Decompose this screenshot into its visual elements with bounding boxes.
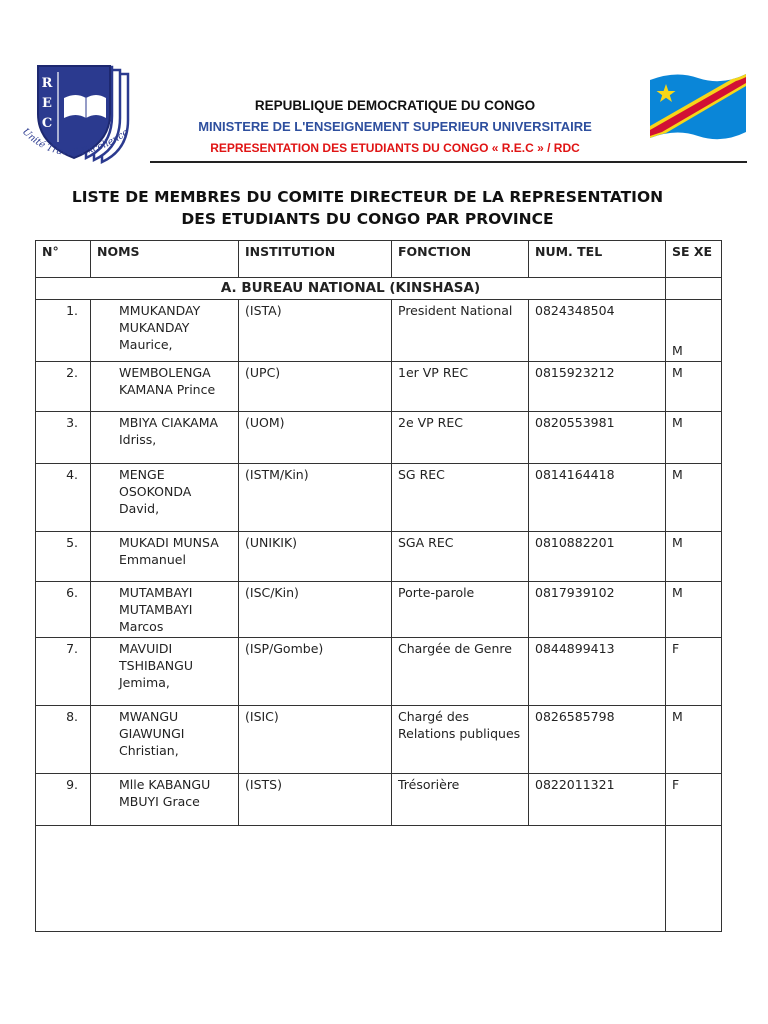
row-sex: F <box>666 774 722 826</box>
logo-letter-e: E <box>42 96 52 111</box>
row-function: Trésorière <box>392 774 529 826</box>
table-row <box>36 300 722 362</box>
row-institution: (ISTA) <box>239 300 392 362</box>
document-title-line-2: DES ETUDIANTS DU CONGO PAR PROVINCE <box>181 210 554 228</box>
header-country: REPUBLIQUE DEMOCRATIQUE DU CONGO <box>254 98 536 113</box>
table-header-row <box>36 241 722 278</box>
drc-flag-icon <box>648 70 748 142</box>
row-phone: 0844899413 <box>529 638 666 706</box>
row-function: Chargée de Genre <box>392 638 529 706</box>
row-name: MENGE OSOKONDA David, <box>91 464 239 532</box>
row-sex: M <box>666 412 722 464</box>
row-num: 5. <box>36 532 91 582</box>
table-row <box>36 774 722 826</box>
header-organization: REPRESENTATION DES ETUDIANTS DU CONGO « R.E.C » / RDC <box>210 141 580 155</box>
document-header <box>0 0 768 165</box>
row-num: 3. <box>36 412 91 464</box>
row-function: Chargé des Relations publiques <box>392 706 529 774</box>
row-name: WEMBOLENGA KAMANA Prince <box>91 362 239 412</box>
logo-letter-r: R <box>41 76 53 91</box>
row-num: 6. <box>36 582 91 638</box>
row-phone: 0826585798 <box>529 706 666 774</box>
row-num: 9. <box>36 774 91 826</box>
document-title-line-1: LISTE DE MEMBRES DU COMITE DIRECTEUR DE LA REPRESENTATION <box>71 188 664 206</box>
empty-row <box>36 826 722 932</box>
row-phone: 0822011321 <box>529 774 666 826</box>
row-function: 1er VP REC <box>392 362 529 412</box>
row-name: MUTAMBAYI MUTAMBAYI Marcos <box>91 582 239 638</box>
row-name: Mlle KABANGU MBUYI Grace <box>91 774 239 826</box>
row-phone: 0824348504 <box>529 300 666 362</box>
row-phone: 0815923212 <box>529 362 666 412</box>
row-num: 1. <box>36 300 91 362</box>
row-num: 8. <box>36 706 91 774</box>
row-function: Porte-parole <box>392 582 529 638</box>
col-header-institution: INSTITUTION <box>239 241 392 278</box>
row-sex: M <box>666 300 722 362</box>
section-empty-cell <box>666 278 722 300</box>
row-institution: (UOM) <box>239 412 392 464</box>
table-row <box>36 362 722 412</box>
row-phone: 0814164418 <box>529 464 666 532</box>
row-institution: (ISTS) <box>239 774 392 826</box>
header-rule <box>150 161 747 163</box>
col-header-function: FONCTION <box>392 241 529 278</box>
col-header-num: N° <box>36 241 91 278</box>
row-institution: (ISP/Gombe) <box>239 638 392 706</box>
table-row <box>36 582 722 638</box>
section-title: A. BUREAU NATIONAL (KINSHASA) <box>36 278 666 300</box>
row-institution: (UPC) <box>239 362 392 412</box>
row-institution: (UNIKIK) <box>239 532 392 582</box>
row-function: SGA REC <box>392 532 529 582</box>
row-sex: M <box>666 582 722 638</box>
row-institution: (ISC/Kin) <box>239 582 392 638</box>
logo-letter-c: C <box>41 116 53 131</box>
row-name: MWANGU GIAWUNGI Christian, <box>91 706 239 774</box>
logo-motto: Unité Travail Excellence <box>19 126 131 159</box>
row-institution: (ISIC) <box>239 706 392 774</box>
row-sex: M <box>666 362 722 412</box>
col-header-phone: NUM. TEL <box>529 241 666 278</box>
table-row <box>36 464 722 532</box>
row-sex: M <box>666 706 722 774</box>
members-table <box>35 240 722 932</box>
empty-cell-sex <box>666 826 722 932</box>
row-name: MAVUIDI TSHIBANGU Jemima, <box>91 638 239 706</box>
table-row <box>36 638 722 706</box>
row-name: MBIYA CIAKAMA Idriss, <box>91 412 239 464</box>
row-sex: F <box>666 638 722 706</box>
empty-cell <box>36 826 666 932</box>
table-row <box>36 706 722 774</box>
row-institution: (ISTM/Kin) <box>239 464 392 532</box>
section-row <box>36 278 722 300</box>
row-function: SG REC <box>392 464 529 532</box>
row-num: 2. <box>36 362 91 412</box>
row-phone: 0820553981 <box>529 412 666 464</box>
row-phone: 0817939102 <box>529 582 666 638</box>
row-num: 7. <box>36 638 91 706</box>
col-header-sex: SE XE <box>666 241 722 278</box>
document-title <box>40 186 695 230</box>
row-sex: M <box>666 532 722 582</box>
row-function: 2e VP REC <box>392 412 529 464</box>
row-name: MMUKANDAY MUKANDAY Maurice, <box>91 300 239 362</box>
rec-logo <box>10 62 150 167</box>
header-ministry: MINISTERE DE L'ENSEIGNEMENT SUPERIEUR UNIVERSITAIRE <box>198 119 592 134</box>
col-header-names: NOMS <box>91 241 239 278</box>
table-row <box>36 532 722 582</box>
row-phone: 0810882201 <box>529 532 666 582</box>
table-row <box>36 412 722 464</box>
row-num: 4. <box>36 464 91 532</box>
row-name: MUKADI MUNSA Emmanuel <box>91 532 239 582</box>
row-sex: M <box>666 464 722 532</box>
row-function: President National <box>392 300 529 362</box>
